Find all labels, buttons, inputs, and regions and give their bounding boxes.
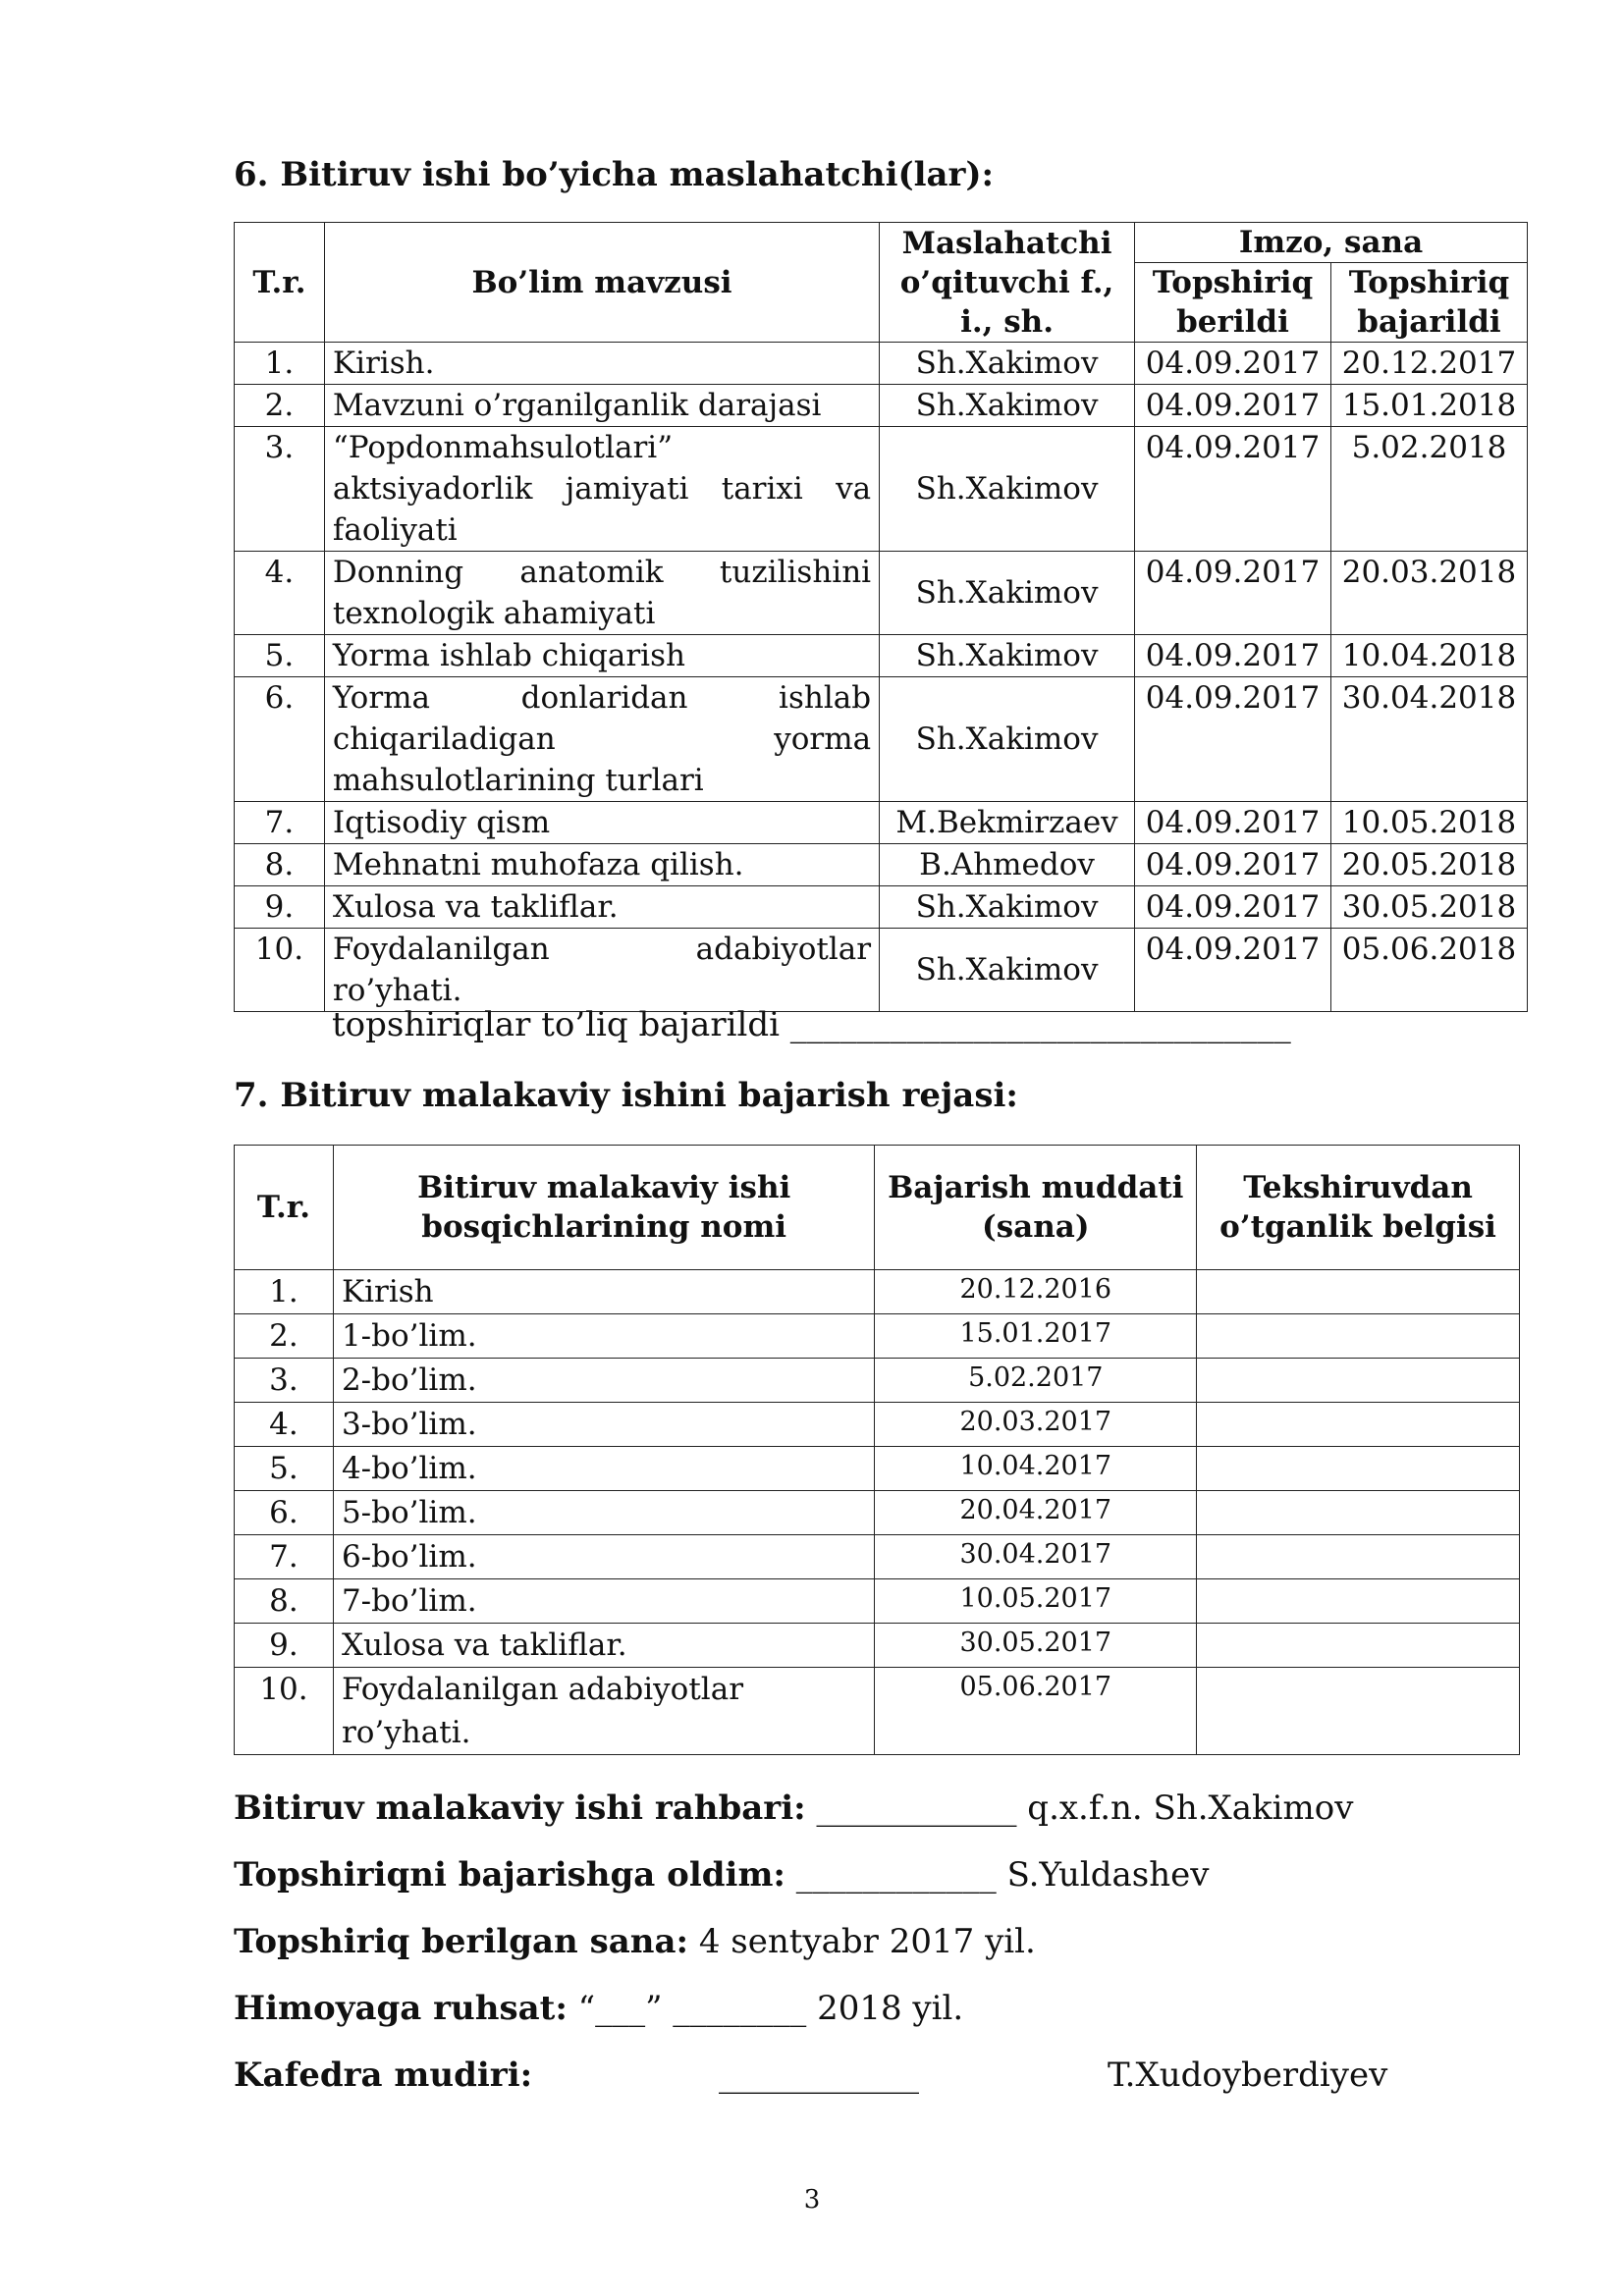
row-date-completed: 20.03.2018 — [1330, 552, 1527, 635]
advisors-table — [234, 222, 1528, 1012]
assignment-date-line — [234, 1922, 1036, 1961]
row-date-given: 04.09.2017 — [1135, 677, 1331, 802]
row-advisor: Sh.Xakimov — [880, 427, 1135, 552]
row-advisor: Sh.Xakimov — [880, 635, 1135, 677]
plan-row-stage: 5-bo’lim. — [333, 1491, 875, 1535]
table-row — [235, 886, 1528, 929]
row-number: 8. — [235, 844, 325, 886]
plan-row-stage: 3-bo’lim. — [333, 1403, 875, 1447]
plan-row-deadline: 30.05.2017 — [875, 1624, 1197, 1668]
plan-row-number: 5. — [235, 1447, 334, 1491]
row-advisor: M.Bekmirzaev — [880, 802, 1135, 844]
plan-row-check — [1197, 1403, 1520, 1447]
section7-heading: 7. Bitiruv malakaviy ishini bajarish rejasi: — [234, 1076, 1018, 1115]
row-topic: Yorma donlaridan ishlab chiqariladigan yorma mahsulotlarining turlari — [324, 677, 879, 802]
plan-row-number: 4. — [235, 1403, 334, 1447]
row-topic: Donning anatomik tuzilishini texnologik ahamiyati — [324, 552, 879, 635]
row-date-completed: 10.04.2018 — [1330, 635, 1527, 677]
table-row — [235, 1314, 1520, 1359]
row-advisor: Sh.Xakimov — [880, 677, 1135, 802]
row-topic: “Popdonmahsulotlari” aktsiyadorlik jamiyati tarixi va faoliyati — [324, 427, 879, 552]
table-row — [235, 1624, 1520, 1668]
row-topic: Yorma ishlab chiqarish — [324, 635, 879, 677]
plan-row-number: 8. — [235, 1579, 334, 1624]
plan-row-stage: Xulosa va takliflar. — [333, 1624, 875, 1668]
table-row — [235, 427, 1528, 552]
row-date-given: 04.09.2017 — [1135, 929, 1331, 1012]
plan-row-deadline: 05.06.2017 — [875, 1668, 1197, 1755]
plan-row-number: 1. — [235, 1270, 334, 1314]
plan-row-deadline: 15.01.2017 — [875, 1314, 1197, 1359]
plan-header-row — [235, 1146, 1520, 1270]
col-topic-header: Bo’lim mavzusi — [324, 223, 879, 343]
row-date-completed: 05.06.2018 — [1330, 929, 1527, 1012]
plan-row-check — [1197, 1359, 1520, 1403]
row-date-completed: 20.05.2018 — [1330, 844, 1527, 886]
advisors-table-body — [235, 343, 1528, 1012]
plan-col-stage-header: Bitiruv malakaviy ishi bosqichlarining nomi — [333, 1146, 875, 1270]
department-head-label: Kafedra mudiri: — [234, 2056, 533, 2095]
table-row — [235, 635, 1528, 677]
plan-row-number: 7. — [235, 1535, 334, 1579]
plan-row-stage: Foydalanilgan adabiyotlar ro’yhati. — [333, 1668, 875, 1755]
table-row — [235, 1359, 1520, 1403]
table-row — [235, 1579, 1520, 1624]
plan-col-deadline-header: Bajarish muddati (sana) — [875, 1146, 1197, 1270]
plan-row-deadline: 20.03.2017 — [875, 1403, 1197, 1447]
row-date-given: 04.09.2017 — [1135, 886, 1331, 929]
row-date-given: 04.09.2017 — [1135, 427, 1331, 552]
completion-line: topshiriqlar to’liq bajarildi ______________________________ — [332, 1005, 1291, 1044]
plan-row-number: 9. — [235, 1624, 334, 1668]
table-row — [235, 929, 1528, 1012]
plan-row-deadline: 30.04.2017 — [875, 1535, 1197, 1579]
accepted-label: Topshiriqni bajarishga oldim: — [234, 1855, 785, 1895]
row-topic: Kirish. — [324, 343, 879, 385]
row-advisor: B.Ahmedov — [880, 844, 1135, 886]
plan-row-stage: Kirish — [333, 1270, 875, 1314]
row-date-given: 04.09.2017 — [1135, 635, 1331, 677]
plan-row-deadline: 20.12.2016 — [875, 1270, 1197, 1314]
section6-heading: 6. Bitiruv ishi bo’yicha maslahatchi(lar): — [234, 155, 995, 194]
defense-permission-line — [234, 1989, 963, 2028]
plan-row-check — [1197, 1447, 1520, 1491]
table-row — [235, 1270, 1520, 1314]
row-number: 9. — [235, 886, 325, 929]
plan-row-stage: 4-bo’lim. — [333, 1447, 875, 1491]
plan-row-check — [1197, 1579, 1520, 1624]
row-date-given: 04.09.2017 — [1135, 385, 1331, 427]
supervisor-label: Bitiruv malakaviy ishi rahbari: — [234, 1789, 806, 1828]
plan-table-body — [235, 1270, 1520, 1755]
row-date-given: 04.09.2017 — [1135, 343, 1331, 385]
row-number: 1. — [235, 343, 325, 385]
row-advisor: Sh.Xakimov — [880, 343, 1135, 385]
plan-row-stage: 7-bo’lim. — [333, 1579, 875, 1624]
row-number: 3. — [235, 427, 325, 552]
row-date-given: 04.09.2017 — [1135, 844, 1331, 886]
plan-row-number: 10. — [235, 1668, 334, 1755]
plan-table — [234, 1145, 1520, 1755]
supervisor-value: ____________ q.x.f.n. Sh.Xakimov — [805, 1789, 1354, 1828]
row-date-completed: 30.05.2018 — [1330, 886, 1527, 929]
table-row — [235, 844, 1528, 886]
assignment-date-value: 4 sentyabr 2017 yil. — [688, 1922, 1036, 1961]
row-number: 6. — [235, 677, 325, 802]
plan-row-check — [1197, 1668, 1520, 1755]
assignment-date-label: Topshiriq berilgan sana: — [234, 1922, 689, 1961]
row-topic: Mehnatni muhofaza qilish. — [324, 844, 879, 886]
row-date-given: 04.09.2017 — [1135, 802, 1331, 844]
row-number: 2. — [235, 385, 325, 427]
row-number: 5. — [235, 635, 325, 677]
table-row — [235, 1403, 1520, 1447]
col-num-header: T.r. — [235, 223, 325, 343]
row-number: 7. — [235, 802, 325, 844]
plan-col-num-header: T.r. — [235, 1146, 334, 1270]
table-row — [235, 1668, 1520, 1755]
row-date-completed: 15.01.2018 — [1330, 385, 1527, 427]
plan-row-deadline: 5.02.2017 — [875, 1359, 1197, 1403]
row-advisor: Sh.Xakimov — [880, 886, 1135, 929]
plan-row-deadline: 20.04.2017 — [875, 1491, 1197, 1535]
col-sign-group-header: Imzo, sana — [1135, 223, 1528, 263]
plan-col-check-header: Tekshiruvdan o’tganlik belgisi — [1197, 1146, 1520, 1270]
table-row — [235, 552, 1528, 635]
department-head-blank: ____________ — [719, 2056, 919, 2095]
department-head-line — [234, 2056, 1388, 2095]
plan-row-deadline: 10.04.2017 — [875, 1447, 1197, 1491]
page-number: 3 — [803, 2185, 821, 2215]
table-row — [235, 343, 1528, 385]
row-advisor: Sh.Xakimov — [880, 385, 1135, 427]
department-head-name: T.Xudoyberdiyev — [1108, 2056, 1388, 2095]
table-row — [235, 1491, 1520, 1535]
row-date-completed: 5.02.2018 — [1330, 427, 1527, 552]
plan-row-number: 3. — [235, 1359, 334, 1403]
plan-row-check — [1197, 1491, 1520, 1535]
plan-row-deadline: 10.05.2017 — [875, 1579, 1197, 1624]
advisors-header-row — [235, 223, 1528, 263]
table-row — [235, 385, 1528, 427]
row-topic: Xulosa va takliflar. — [324, 886, 879, 929]
col-completed-header: Topshiriq bajarildi — [1330, 263, 1527, 343]
row-number: 10. — [235, 929, 325, 1012]
table-row — [235, 802, 1528, 844]
row-date-completed: 30.04.2018 — [1330, 677, 1527, 802]
plan-row-stage: 1-bo’lim. — [333, 1314, 875, 1359]
defense-permission-label: Himoyaga ruhsat: — [234, 1989, 568, 2028]
plan-row-number: 2. — [235, 1314, 334, 1359]
accepted-line — [234, 1855, 1209, 1895]
row-date-completed: 20.12.2017 — [1330, 343, 1527, 385]
row-advisor: Sh.Xakimov — [880, 929, 1135, 1012]
row-advisor: Sh.Xakimov — [880, 552, 1135, 635]
row-number: 4. — [235, 552, 325, 635]
defense-permission-value: “___” ________ 2018 yil. — [567, 1989, 964, 2028]
row-topic: Foydalanilgan adabiyotlar ro’yhati. — [324, 929, 879, 1012]
plan-row-check — [1197, 1270, 1520, 1314]
plan-row-number: 6. — [235, 1491, 334, 1535]
table-row — [235, 1535, 1520, 1579]
row-topic: Iqtisodiy qism — [324, 802, 879, 844]
table-row — [235, 1447, 1520, 1491]
row-date-completed: 10.05.2018 — [1330, 802, 1527, 844]
plan-row-stage: 6-bo’lim. — [333, 1535, 875, 1579]
row-topic: Mavzuni o’rganilganlik darajasi — [324, 385, 879, 427]
plan-row-check — [1197, 1535, 1520, 1579]
row-date-given: 04.09.2017 — [1135, 552, 1331, 635]
col-given-header: Topshiriq berildi — [1135, 263, 1331, 343]
plan-row-check — [1197, 1624, 1520, 1668]
supervisor-line — [234, 1789, 1353, 1828]
plan-row-check — [1197, 1314, 1520, 1359]
table-row — [235, 677, 1528, 802]
plan-row-stage: 2-bo’lim. — [333, 1359, 875, 1403]
accepted-value: ____________ S.Yuldashev — [785, 1855, 1210, 1895]
col-advisor-header: Maslahatchi o’qituvchi f., i., sh. — [880, 223, 1135, 343]
